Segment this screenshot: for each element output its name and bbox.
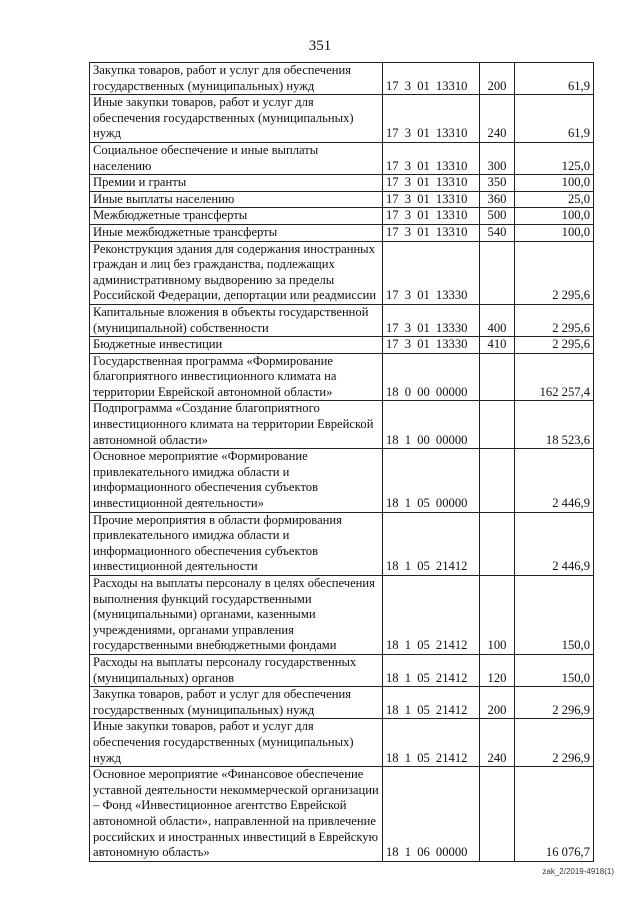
row-name-cell: Расходы на выплаты персоналу в целях обеспечения выполнения функций государственными (муниципальными) органами, казенными учреждениями, органами управления государственными внебюджетными фондами xyxy=(90,576,383,655)
table-row xyxy=(90,353,594,401)
table-row xyxy=(90,241,594,304)
budget-table xyxy=(89,62,594,862)
row-expense-type-cell: 200 xyxy=(480,63,515,95)
row-amount-cell: 18 523,6 xyxy=(515,401,594,449)
row-code-cell: 17 3 01 13330 xyxy=(383,304,480,336)
table-row xyxy=(90,576,594,655)
row-amount-cell: 2 295,6 xyxy=(515,241,594,304)
row-name-cell: Основное мероприятие «Финансовое обеспечение уставной деятельности некоммерческой организации – Фонд «Инвестиционное агентство Еврейской автономной области», направленной на привлечение российских и иностранных инвестиций в Еврейскую автономную область» xyxy=(90,767,383,862)
row-amount-cell: 2 295,6 xyxy=(515,304,594,336)
row-code-cell: 17 3 01 13310 xyxy=(383,63,480,95)
table-row xyxy=(90,337,594,354)
row-name-cell: Премии и гранты xyxy=(90,175,383,192)
row-code-cell: 18 1 00 00000 xyxy=(383,401,480,449)
row-expense-type-cell: 500 xyxy=(480,208,515,225)
row-code-cell: 17 3 01 13330 xyxy=(383,241,480,304)
row-name-cell: Иные межбюджетные трансферты xyxy=(90,224,383,241)
row-name-cell: Бюджетные инвестиции xyxy=(90,337,383,354)
row-expense-type-cell xyxy=(480,449,515,512)
row-amount-cell: 100,0 xyxy=(515,224,594,241)
row-expense-type-cell xyxy=(480,767,515,862)
row-expense-type-cell: 360 xyxy=(480,191,515,208)
row-code-cell: 18 0 00 00000 xyxy=(383,353,480,401)
row-code-cell: 17 3 01 13310 xyxy=(383,142,480,174)
row-name-cell: Капитальные вложения в объекты государственной (муниципальной) собственности xyxy=(90,304,383,336)
table-row xyxy=(90,512,594,575)
row-code-cell: 17 3 01 13330 xyxy=(383,337,480,354)
row-expense-type-cell xyxy=(480,512,515,575)
row-name-cell: Прочие мероприятия в области формирования привлекательного имиджа области и информационного обеспечения субъектов инвестиционной деятельности xyxy=(90,512,383,575)
table-row xyxy=(90,63,594,95)
row-amount-cell: 16 076,7 xyxy=(515,767,594,862)
table-row xyxy=(90,654,594,686)
row-amount-cell: 100,0 xyxy=(515,175,594,192)
table-row xyxy=(90,767,594,862)
row-expense-type-cell: 300 xyxy=(480,142,515,174)
row-amount-cell: 61,9 xyxy=(515,63,594,95)
row-amount-cell: 150,0 xyxy=(515,576,594,655)
row-code-cell: 18 1 05 21412 xyxy=(383,719,480,767)
row-amount-cell: 61,9 xyxy=(515,95,594,143)
row-expense-type-cell xyxy=(480,353,515,401)
row-expense-type-cell: 410 xyxy=(480,337,515,354)
table-row xyxy=(90,208,594,225)
row-expense-type-cell: 200 xyxy=(480,687,515,719)
row-amount-cell: 2 295,6 xyxy=(515,337,594,354)
row-code-cell: 17 3 01 13310 xyxy=(383,191,480,208)
row-name-cell: Закупка товаров, работ и услуг для обеспечения государственных (муниципальных) нужд xyxy=(90,687,383,719)
row-expense-type-cell: 100 xyxy=(480,576,515,655)
row-expense-type-cell: 240 xyxy=(480,719,515,767)
row-code-cell: 18 1 05 21412 xyxy=(383,576,480,655)
table-row xyxy=(90,175,594,192)
row-expense-type-cell: 400 xyxy=(480,304,515,336)
row-amount-cell: 162 257,4 xyxy=(515,353,594,401)
table-row xyxy=(90,95,594,143)
row-amount-cell: 2 446,9 xyxy=(515,449,594,512)
row-name-cell: Закупка товаров, работ и услуг для обеспечения государственных (муниципальных) нужд xyxy=(90,63,383,95)
table-row xyxy=(90,687,594,719)
document-footer-code: zak_2/2019-4918(1) xyxy=(542,867,614,876)
table-row xyxy=(90,719,594,767)
table-row xyxy=(90,191,594,208)
row-code-cell: 17 3 01 13310 xyxy=(383,95,480,143)
row-name-cell: Государственная программа «Формирование благоприятного инвестиционного климата на территории Еврейской автономной области» xyxy=(90,353,383,401)
row-amount-cell: 2 296,9 xyxy=(515,687,594,719)
row-amount-cell: 150,0 xyxy=(515,654,594,686)
row-name-cell: Межбюджетные трансферты xyxy=(90,208,383,225)
row-amount-cell: 100,0 xyxy=(515,208,594,225)
table-row xyxy=(90,224,594,241)
row-code-cell: 18 1 05 00000 xyxy=(383,449,480,512)
row-expense-type-cell: 350 xyxy=(480,175,515,192)
row-name-cell: Иные закупки товаров, работ и услуг для обеспечения государственных (муниципальных) нужд xyxy=(90,95,383,143)
row-expense-type-cell: 240 xyxy=(480,95,515,143)
table-row xyxy=(90,449,594,512)
row-name-cell: Иные выплаты населению xyxy=(90,191,383,208)
row-code-cell: 17 3 01 13310 xyxy=(383,175,480,192)
row-code-cell: 18 1 05 21412 xyxy=(383,687,480,719)
row-code-cell: 17 3 01 13310 xyxy=(383,208,480,225)
row-amount-cell: 25,0 xyxy=(515,191,594,208)
row-code-cell: 18 1 05 21412 xyxy=(383,654,480,686)
row-name-cell: Подпрограмма «Создание благоприятного инвестиционного климата на территории Еврейской автономной области» xyxy=(90,401,383,449)
row-name-cell: Социальное обеспечение и иные выплаты населению xyxy=(90,142,383,174)
row-expense-type-cell xyxy=(480,241,515,304)
row-code-cell: 18 1 05 21412 xyxy=(383,512,480,575)
table-row xyxy=(90,304,594,336)
row-expense-type-cell xyxy=(480,401,515,449)
table-row xyxy=(90,142,594,174)
row-name-cell: Иные закупки товаров, работ и услуг для обеспечения государственных (муниципальных) нужд xyxy=(90,719,383,767)
table-row xyxy=(90,401,594,449)
row-expense-type-cell: 540 xyxy=(480,224,515,241)
row-code-cell: 18 1 06 00000 xyxy=(383,767,480,862)
row-name-cell: Основное мероприятие «Формирование привлекательного имиджа области и информационного обеспечения субъектов инвестиционной деятельности» xyxy=(90,449,383,512)
row-amount-cell: 2 296,9 xyxy=(515,719,594,767)
row-expense-type-cell: 120 xyxy=(480,654,515,686)
row-name-cell: Расходы на выплаты персоналу государственных (муниципальных) органов xyxy=(90,654,383,686)
page-number: 351 xyxy=(308,38,332,54)
row-name-cell: Реконструкция здания для содержания иностранных граждан и лиц без гражданства, подлежащих административному выдворению за пределы Российской Федерации, депортации или реадмиссии xyxy=(90,241,383,304)
row-amount-cell: 2 446,9 xyxy=(515,512,594,575)
row-amount-cell: 125,0 xyxy=(515,142,594,174)
row-code-cell: 17 3 01 13310 xyxy=(383,224,480,241)
